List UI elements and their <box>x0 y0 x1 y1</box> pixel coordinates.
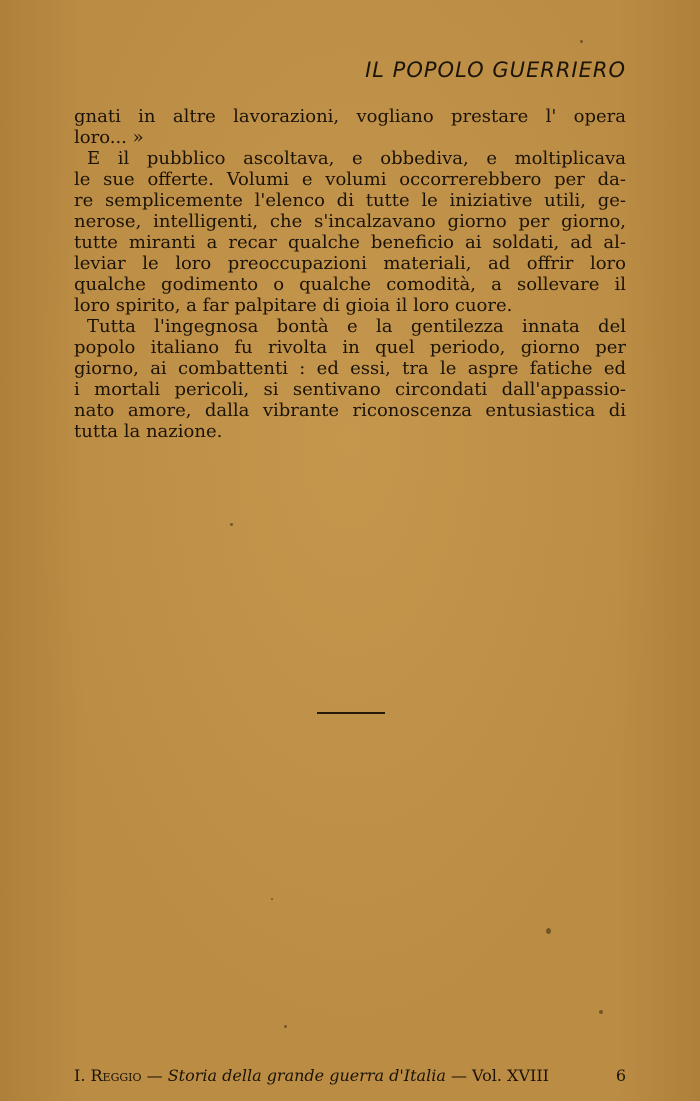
text-line-6: nerose, intelligenti, che s'incalzavano giorno per giorno, <box>74 211 626 232</box>
paper-speck <box>546 928 551 934</box>
text-line-15: nato amore, dalla vibrante riconoscenza entusiastica di <box>74 400 626 421</box>
footer-author-initial: I. <box>74 1066 86 1085</box>
text-line-12: popolo italiano fu rivolta in quel periodo, giorno per <box>74 337 626 358</box>
footer-volume: Vol. XVIII <box>472 1066 549 1085</box>
text-line-5: re semplicemente l'elenco di tutte le iniziative utili, ge- <box>74 190 626 211</box>
paper-speck <box>230 523 233 526</box>
text-line-8: leviar le loro preoccupazioni materiali, ad offrir loro <box>74 253 626 274</box>
text-line-3: E il pubblico ascoltava, e obbediva, e moltiplicava <box>87 148 626 169</box>
footer-dash: — <box>146 1066 163 1085</box>
footer-author-name: Reggio <box>90 1066 142 1085</box>
text-line-11: Tutta l'ingegnosa bontà e la gentilezza innata del <box>87 316 626 337</box>
paper-speck <box>599 1010 603 1014</box>
page-footer <box>74 1066 626 1085</box>
paper-speck <box>580 40 583 43</box>
text-line-7: tutte miranti a recar qualche beneficio ai soldati, ad al- <box>74 232 626 253</box>
paper-speck <box>284 1025 287 1028</box>
footer-book-title: Storia della grande guerra d'Italia <box>167 1066 446 1085</box>
text-line-10: loro spirito, a far palpitare di gioia il loro cuore. <box>74 295 513 316</box>
text-line-4: le sue offerte. Volumi e volumi occorrerebbero per da- <box>74 169 626 190</box>
footer-dash: — <box>450 1066 467 1085</box>
body-text <box>74 106 626 442</box>
text-line-9: qualche godimento o qualche comodità, a sollevare il <box>74 274 626 295</box>
running-head: IL POPOLO GUERRIERO <box>365 58 626 82</box>
text-line-1: gnati in altre lavorazioni, vogliano prestare l' opera <box>74 106 626 127</box>
text-line-2: loro... » <box>74 127 144 148</box>
paper-speck <box>271 898 273 900</box>
text-line-13: giorno, ai combattenti : ed essi, tra le aspre fatiche ed <box>74 358 626 379</box>
text-line-16: tutta la nazione. <box>74 421 223 442</box>
page-number: 6 <box>615 1066 626 1085</box>
text-line-14: i mortali pericoli, si sentivano circondati dall'appassio- <box>74 379 626 400</box>
section-divider-rule <box>317 712 385 714</box>
